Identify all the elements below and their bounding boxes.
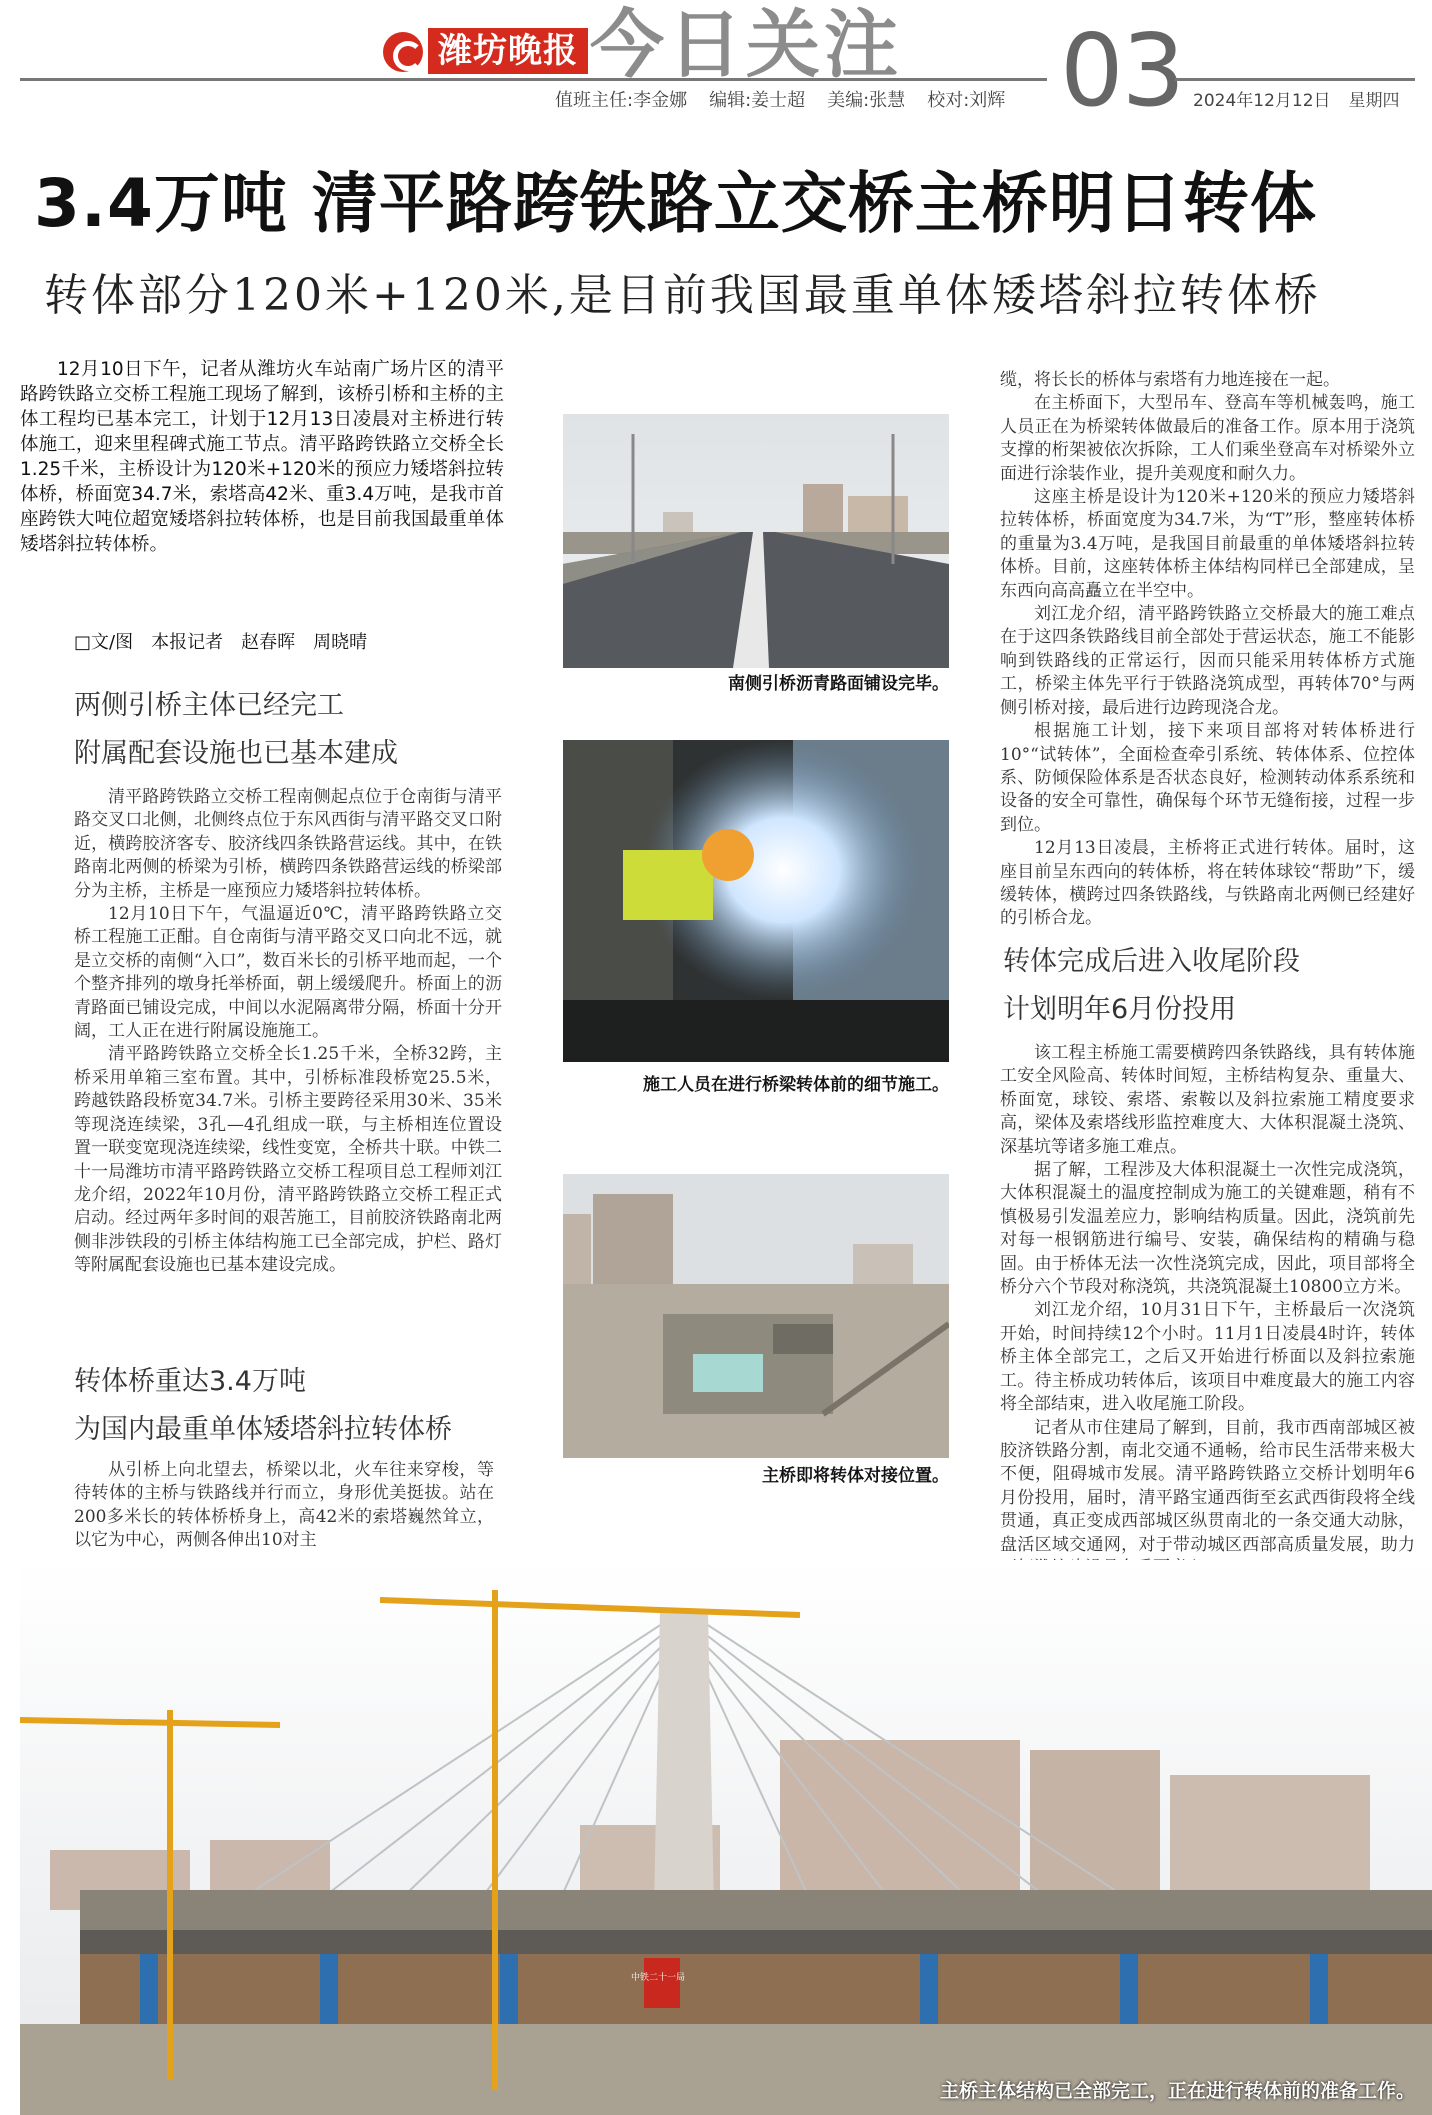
column3-paragraph: 刘江龙介绍，清平路跨铁路立交桥最大的施工难点在于这四条铁路线目前全部处于营运状态，施工不能影响到铁路线的正常运行，因而只能采用转体桥方式施工，桥梁主体先平行于铁路浇筑成型，再转体70°与两侧引桥对接，最后进行边跨现浇合龙。 [1000, 604, 1415, 718]
section1-paragraph: 12月10日下午，气温逼近0℃，清平路跨铁路立交桥工程施工正酣。自仓南街与清平路交叉口向北不远，就是立交桥的南侧“入口”，数百米长的引桥平地而起，一个个整齐排列的墩身托举桥面，朝上缓缓爬升。桥面上的沥青路面已铺设完成，中间以水泥隔离带分隔，桥面十分开阔，工人正在进行附属设施施工。 [74, 904, 502, 1042]
welding-photo-graphic [563, 740, 949, 1062]
credit-editor: 编辑:姜士超 [709, 90, 806, 111]
column3-paragraph: 缆，将长长的桥体与索塔有力地连接在一起。 [1000, 370, 1340, 390]
issue-date [1193, 88, 1400, 114]
column3-paragraph: 根据施工计划，接下来项目部将对转体桥进行10°“试转体”，全面检查牵引系统、转体体系、位控体系、防倾保险体系是否状态良好，检测转动体系系统和设备的安全可靠性，确保每个环节无缝衔接，过程一步到位。 [1000, 721, 1415, 835]
section-title: 今日关注 [590, 2, 902, 88]
masthead-rule-right [1175, 78, 1415, 81]
editor-credits [555, 88, 1005, 114]
column3-paragraph: 据了解，工程涉及大体积混凝土一次性完成浇筑，大体积混凝土的温度控制成为施工的关键难题，稍有不慎极易引发温差应力，影响结构质量。因此，浇筑前先对每一根钢筋进行编号、安装，确保结构的精确与稳固。由于桥体无法一次性浇筑完成，因此，项目部将全桥分六个节段对称浇筑，共浇筑混凝土10800立方米。 [1000, 1160, 1415, 1298]
credit-proof: 校对:刘辉 [927, 90, 1006, 111]
bridge-panorama-graphic [20, 1560, 1432, 2115]
subheadline: 转体部分120米+120米,是目前我国最重单体矮塔斜拉转体桥 [44, 270, 1321, 321]
site-photo-graphic [563, 1174, 949, 1458]
section1-heading-2: 附属配套设施也已基本建成 [74, 738, 398, 769]
masthead [0, 0, 1432, 129]
column3-paragraph: 刘江龙介绍，10月31日下午，主桥最后一次浇筑开始，时间持续12个小时。11月1日凌晨4时许，转体桥主体全部完工，之后又开始进行桥面以及斜拉索施工。待主桥成功转体后，该项目中难度最大的施工内容将全部结束，进入收尾施工阶段。 [1000, 1300, 1415, 1415]
column3-paragraph: 12月13日凌晨，主桥将正式进行转体。届时，这座目前呈东西向的转体桥，将在转体球铰“帮助”下，缓缓转体，横跨过四条铁路线，与铁路南北两侧已经建好的引桥合龙。 [1000, 838, 1415, 929]
photo-bridge-panorama [20, 1560, 1432, 2115]
page-number: 03 [1060, 12, 1184, 129]
section2-paragraph: 从引桥上向北望去，桥梁以北，火车往来穿梭，等待转体的主桥与铁路线并行而立，身形优美挺拔。站在200多米长的转体桥桥身上，高42米的索塔巍然耸立，以它为中心，两侧各伸出10对主 [74, 1460, 494, 1551]
section1-body [74, 786, 502, 1278]
column3-paragraph: 记者从市住建局了解到，目前，我市西南部城区被胶济铁路分割，南北交通不通畅，给市民生活带来极大不便，阻碍城市发展。清平路跨铁路立交桥计划明年6月份投用，届时，清平路宝通西街至玄武西街段将全线贯通，真正变成西部城区纵贯南北的一条交通大动脉，盘活区域交通网，对于带动城区西部高质量发展，助力 [1000, 1417, 1415, 1555]
section1-heading-1: 两侧引桥主体已经完工 [74, 690, 344, 721]
column3-paragraph: 这座主桥是设计为120米+120米的预应力矮塔斜拉转体桥，桥面宽度为34.7米，为“T”形，整座转体桥的重量为3.4万吨，是我国目前最重的单体矮塔斜拉转体桥。目前，这座转体桥主体结构同样已全部建成，呈东西向高高矗立在半空中。 [1000, 487, 1415, 601]
caption-photo-4: 主桥主体结构已全部完工，正在进行转体前的准备工作。 [940, 2080, 1416, 2102]
date-text: 2024年12月12日 [1193, 91, 1331, 111]
caption-photo-3: 主桥即将转体对接位置。 [762, 1466, 949, 1486]
column3-body-b [1000, 1042, 1415, 1580]
section1-paragraph: 清平路跨铁路立交桥全长1.25千米，全桥32跨，主桥采用单箱三室布置。其中，引桥标准段桥宽25.5米，跨越铁路段桥宽34.7米。引桥主要跨径采用30米、35米等现浇连续梁，3孔—4孔组成一联，与主桥相连位置设置一联变宽现浇连续梁，线性变宽，全桥共十联。中铁二十一局潍坊市清平路跨铁路立交桥工程项目总工程师刘江龙介绍，2022年10月份，清平路跨铁路立交桥工程正式启动。经过两年多时间的艰苦施工，目前胶济铁路南北两侧非涉铁段的引桥主体结构施工已全部完成，护栏、路灯等附属配套设施也已基本建设完成。 [74, 1044, 502, 1276]
road-photo-graphic [563, 414, 949, 668]
column3-body-a [1000, 369, 1415, 931]
photo-approach-bridge-road [563, 414, 949, 668]
paper-name: 潍坊晚报 [428, 28, 588, 74]
caption-photo-2: 施工人员在进行桥梁转体前的细节施工。 [643, 1075, 949, 1095]
caption-photo-1: 南侧引桥沥青路面铺设完毕。 [728, 674, 949, 694]
column3-paragraph: 在主桥面下，大型吊车、登高车等机械轰鸣，施工人员正在为桥梁转体做最后的准备工作。原本用于浇筑支撑的桁架被依次拆除，工人们乘坐登高车对桥梁外立面进行涂装作业，提升美观度和耐久力。 [1000, 393, 1415, 484]
section3-heading-1: 转体完成后进入收尾阶段 [1003, 946, 1300, 977]
column3-paragraph: 该工程主桥施工需要横跨四条铁路线，具有转体施工安全风险高、转体时间短，主桥结构复杂、重量大、桥面宽，球铰、索塔、索鞍以及斜拉索施工精度要求高，梁体及索塔线形监控难度大、大体积混凝土浇筑、深基坑等诸多施工难点。 [1000, 1043, 1415, 1157]
section1-paragraph: 清平路跨铁路立交桥工程南侧起点位于仓南街与清平路交叉口北侧，北侧终点位于东风西街与清平路交叉口附近，横跨胶济客专、胶济线四条铁路营运线。其中，在铁路南北两侧的桥梁为引桥，横跨四条铁路营运线的桥梁部分为主桥，主桥是一座预应力矮塔斜拉转体桥。 [74, 787, 502, 901]
site-sign-text: 中铁二十一局 [631, 1973, 686, 1983]
section2-heading-1: 转体桥重达3.4万吨 [74, 1366, 306, 1397]
section3-heading-2: 计划明年6月份投用 [1003, 994, 1237, 1025]
credit-duty: 值班主任:李金娜 [555, 90, 688, 111]
lead-paragraph: 12月10日下午，记者从潍坊火车站南广场片区的清平路跨铁路立交桥工程施工现场了解到，该桥引桥和主桥的主体工程均已基本完工，计划于12月13日凌晨对主桥进行转体施工，迎来里程碑式施工节点。清平路跨铁路立交桥全长1.25千米，主桥设计为120米+120米的预应力矮塔斜拉转体桥，桥面宽34.7米，索塔高42米、重3.4万吨，是我市首座跨铁大吨位超宽矮塔斜拉转体桥，也是目前我国最重单体矮塔斜拉转体桥。 [20, 359, 504, 555]
masthead-rule-left [20, 78, 1047, 81]
photo-welding-worker [563, 740, 949, 1062]
byline: □文/图 本报记者 赵春晖 周晓晴 [74, 632, 368, 653]
section2-heading-2: 为国内最重单体矮塔斜拉转体桥 [74, 1414, 452, 1445]
photo-main-bridge-site [563, 1174, 949, 1458]
section2-body [74, 1459, 494, 1553]
weekday-text: 星期四 [1348, 91, 1400, 111]
headline: 3.4万吨 清平路跨铁路立交桥主桥明日转体 [34, 165, 1317, 242]
newspaper-logo-icon [383, 32, 423, 72]
credit-art: 美编:张慧 [827, 90, 906, 111]
